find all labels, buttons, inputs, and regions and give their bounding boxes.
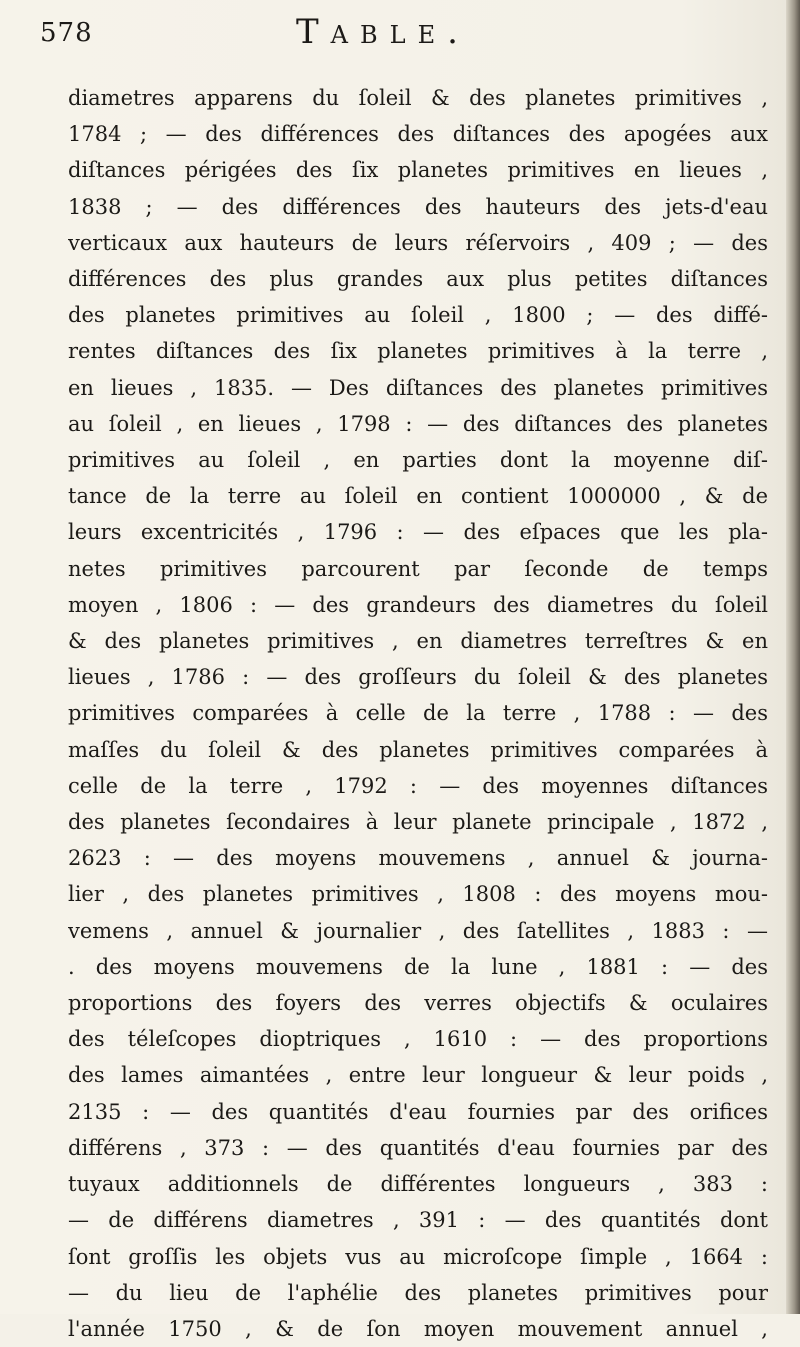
text-line: des planetes primitives au ſoleil , 1800 ; — des diffé-: [68, 303, 768, 328]
page-edge-shadow: [786, 0, 800, 1314]
text-line: tuyaux additionnels de différentes longueurs , 383 :: [68, 1172, 768, 1197]
text-line: au ſoleil , en lieues , 1798 : — des diſtances des planetes: [68, 411, 768, 436]
text-line: primitives au ſoleil , en parties dont la moyenne diſ-: [68, 448, 768, 473]
text-line: des téleſcopes dioptriques , 1610 : — des proportions: [68, 1027, 768, 1052]
text-line: maſſes du ſoleil & des planetes primitives comparées à: [68, 737, 768, 762]
text-line: diametres apparens du ſoleil & des planetes primitives ,: [68, 86, 768, 110]
text-line: 2135 : — des quantités d'eau fournies par des orifices: [68, 1099, 768, 1124]
text-line: & des planetes primitives , en diametres terreſtres & en: [68, 629, 768, 654]
text-line: verticaux aux hauteurs de leurs réſervoirs , 409 ; — des: [68, 230, 768, 255]
text-line: leurs excentricités , 1796 : — des eſpaces que les pla-: [68, 520, 768, 545]
text-line: des planetes ſecondaires à leur planete principale , 1872 ,: [68, 810, 768, 835]
page-header: [40, 12, 760, 62]
text-line: lier , des planetes primitives , 1808 : des moyens mou-: [68, 882, 768, 907]
text-line: primitives comparées à celle de la terre , 1788 : — des: [68, 701, 768, 726]
text-line: rentes diſtances des ſix planetes primitives à la terre ,: [68, 339, 768, 364]
text-line: 2623 : — des moyens mouvemens , annuel & journa-: [68, 846, 768, 871]
text-line: — du lieu de l'aphélie des planetes primitives pour: [68, 1280, 768, 1305]
text-line: 1838 ; — des différences des hauteurs des jets-d'eau: [68, 194, 768, 219]
text-line: celle de la terre , 1792 : — des moyennes diſtances: [68, 773, 768, 798]
text-line: netes primitives parcourent par ſeconde de temps: [68, 556, 768, 581]
text-line: moyen , 1806 : — des grandeurs des diametres du ſoleil: [68, 592, 768, 617]
text-line: vemens , annuel & journalier , des ſatellites , 1883 : —: [68, 918, 768, 943]
text-line: 1784 ; — des différences des diſtances des apogées aux: [68, 122, 768, 147]
text-line: tance de la terre au ſoleil en contient 1000000 , & de: [68, 484, 768, 509]
text-line: des lames aimantées , entre leur longueur & leur poids ,: [68, 1063, 768, 1088]
page-number: 578: [40, 18, 93, 48]
text-line: diſtances périgées des ſix planetes primitives en lieues ,: [68, 158, 768, 183]
text-line: lieues , 1786 : — des groſſeurs du ſoleil & des planetes: [68, 665, 768, 690]
text-line: proportions des foyers des verres objectifs & oculaires: [68, 991, 768, 1016]
index-text-block: [68, 80, 768, 1347]
text-line: différences des plus grandes aux plus petites diſtances: [68, 267, 768, 292]
text-line: ſont groſſis les objets vus au microſcope ſimple , 1664 :: [68, 1244, 768, 1269]
text-line: différens , 373 : — des quantités d'eau fournies par des: [68, 1135, 768, 1160]
text-line: . des moyens mouvemens de la lune , 1881 : — des: [68, 954, 768, 979]
running-title: Table.: [296, 12, 470, 52]
text-line: — de différens diametres , 391 : — des quantités dont: [68, 1208, 768, 1233]
text-line: en lieues , 1835. — Des diſtances des planetes primitives: [68, 375, 768, 400]
text-line: l'année 1750 , & de ſon moyen mouvement annuel ,: [68, 1316, 768, 1341]
